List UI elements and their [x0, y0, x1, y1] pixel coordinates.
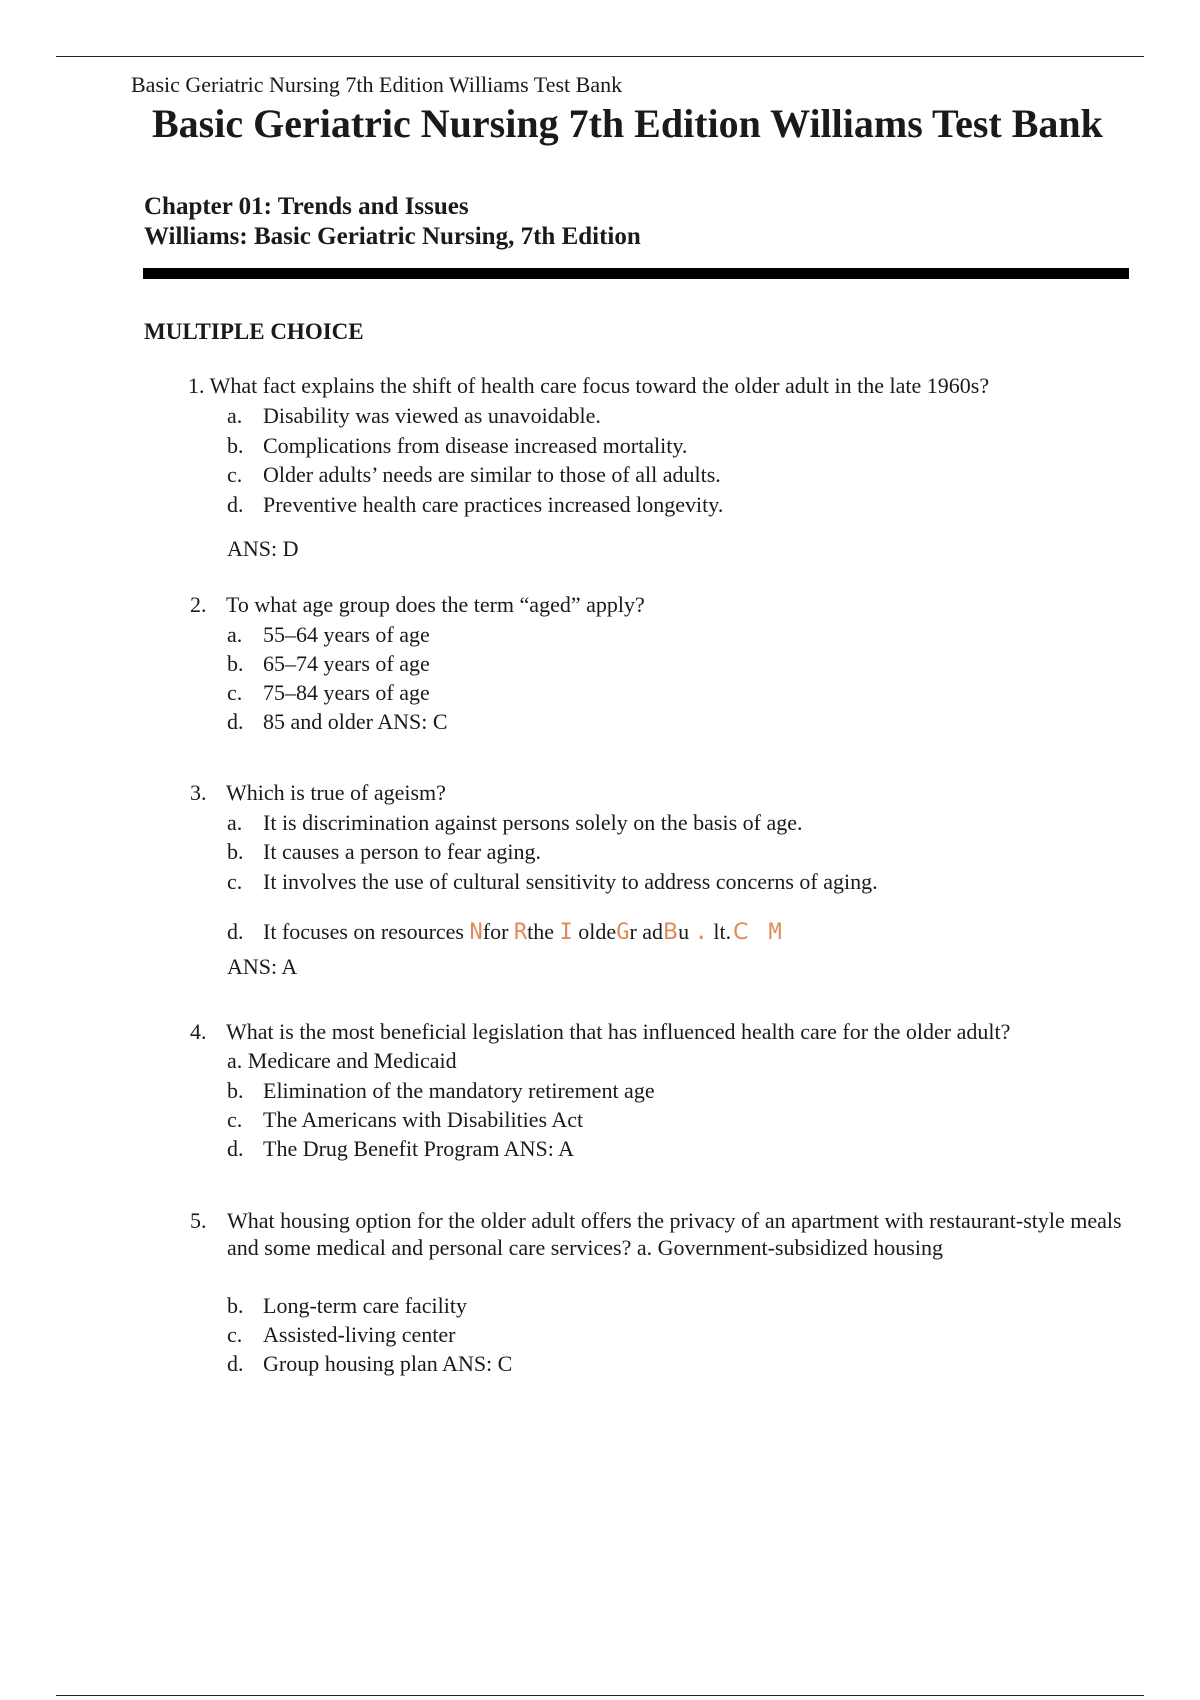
option-letter: a.: [227, 622, 243, 647]
option-letter: d.: [227, 709, 244, 734]
option-letter: a.: [227, 403, 243, 428]
question-text: What is the most beneficial legislation that has influenced health care for the older adult?: [226, 1019, 1011, 1044]
option-text: It focuses on resources: [263, 919, 470, 944]
question-3: [190, 779, 446, 806]
option-letter: c.: [227, 680, 243, 705]
top-rule: [56, 56, 1144, 57]
option-text: for: [482, 919, 514, 944]
option-letter: d.: [227, 919, 244, 944]
q4-option-a: a. Medicare and Medicaid: [227, 1048, 457, 1073]
question-number: 4.: [190, 1019, 207, 1044]
option-letter: c.: [227, 1107, 243, 1132]
question-4: [190, 1018, 1010, 1045]
q5-option-c: [227, 1321, 455, 1348]
question-number: 3.: [190, 780, 207, 805]
q1-option-c: [227, 461, 721, 488]
question-number: 1.: [188, 373, 205, 398]
question-text: What fact explains the shift of health care focus toward the older adult in the late 1960s?: [209, 373, 990, 398]
option-text: It involves the use of cultural sensitivity to address concerns of aging.: [263, 869, 878, 894]
q3-answer: ANS: A: [227, 954, 298, 979]
q3-option-b: [227, 838, 541, 865]
bottom-rule: [56, 1695, 1144, 1696]
option-text: 85 and older ANS: C: [263, 709, 448, 734]
q5-option-b: [227, 1292, 467, 1319]
option-text: Long-term care facility: [263, 1293, 468, 1318]
q4-option-c: [227, 1106, 583, 1133]
option-text: Disability was viewed as unavoidable.: [263, 403, 601, 428]
option-text: Assisted-living center: [263, 1322, 456, 1347]
q1-option-a: [227, 402, 601, 429]
option-letter: d.: [227, 1351, 244, 1376]
option-letter: b.: [227, 651, 244, 676]
q3-option-c: [227, 868, 878, 895]
option-letter: d.: [227, 492, 244, 517]
option-letter: b.: [227, 839, 244, 864]
option-letter: b.: [227, 1078, 244, 1103]
q3-option-d: [227, 918, 782, 946]
q2-option-c: [227, 679, 430, 706]
watermark-glyph: R: [513, 920, 528, 945]
option-text: Group housing plan ANS: C: [263, 1351, 513, 1376]
option-text: lt.: [707, 919, 732, 944]
option-text: Older adults’ needs are similar to those of all adults.: [263, 462, 721, 487]
watermark-glyph: I: [559, 920, 573, 945]
q1-answer: ANS: D: [227, 536, 299, 561]
q2-option-b: [227, 650, 430, 677]
question-text: Which is true of ageism?: [226, 780, 446, 805]
question-5-number: 5.: [190, 1208, 207, 1233]
option-text: 55–64 years of age: [263, 622, 430, 647]
running-header: Basic Geriatric Nursing 7th Edition Williams Test Bank: [131, 72, 623, 97]
option-text: u: [678, 919, 695, 944]
option-letter: c.: [227, 462, 243, 487]
question-text: To what age group does the term “aged” apply?: [226, 592, 645, 617]
question-1: [188, 372, 989, 399]
chapter-line: Chapter 01: Trends and Issues: [144, 193, 469, 220]
watermark-glyph: M: [768, 920, 782, 945]
document-title: Basic Geriatric Nursing 7th Edition Williams Test Bank: [152, 101, 1103, 146]
q2-option-d: [227, 708, 448, 735]
option-letter: c.: [227, 869, 243, 894]
question-5-text: What housing option for the older adult offers the privacy of an apartment with restaurant-style meals and some medical and personal care services? a. Government-subsidized housing: [227, 1208, 1122, 1260]
q2-option-a: [227, 621, 430, 648]
heading-rule: [143, 268, 1129, 279]
option-letter: b.: [227, 433, 244, 458]
option-text: 65–74 years of age: [263, 651, 430, 676]
option-text: The Drug Benefit Program ANS: A: [263, 1136, 575, 1161]
option-text: Preventive health care practices increased longevity.: [263, 492, 724, 517]
option-text: 75–84 years of age: [263, 680, 430, 705]
option-letter: a.: [227, 810, 243, 835]
q4-option-d: [227, 1135, 574, 1162]
option-text: r ad: [629, 919, 664, 944]
q1-option-b: [227, 432, 687, 459]
chapter-heading: [144, 192, 641, 252]
section-heading: MULTIPLE CHOICE: [144, 319, 364, 344]
watermark-glyph: .: [694, 920, 708, 945]
option-text: It is discrimination against persons solely on the basis of age.: [263, 810, 803, 835]
question-number: 2.: [190, 592, 207, 617]
option-text: The Americans with Disabilities Act: [263, 1107, 584, 1132]
option-text: Elimination of the mandatory retirement age: [263, 1078, 655, 1103]
q5-option-d: [227, 1350, 512, 1377]
option-letter: c.: [227, 1322, 243, 1347]
watermark-glyph: G: [616, 920, 630, 945]
option-letter: b.: [227, 1293, 244, 1318]
option-text: Complications from disease increased mortality.: [263, 433, 688, 458]
watermark-glyph: C: [733, 920, 749, 945]
q1-option-d: [227, 491, 723, 518]
question-2: [190, 591, 645, 618]
watermark-glyph: N: [469, 920, 483, 945]
option-text: the: [527, 919, 560, 944]
watermark-glyph: B: [663, 920, 679, 945]
option-text: It causes a person to fear aging.: [263, 839, 541, 864]
q3-option-a: [227, 809, 803, 836]
book-line: Williams: Basic Geriatric Nursing, 7th Edition: [144, 223, 641, 250]
option-text: olde: [572, 919, 617, 944]
q4-option-b: [227, 1077, 655, 1104]
option-letter: d.: [227, 1136, 244, 1161]
